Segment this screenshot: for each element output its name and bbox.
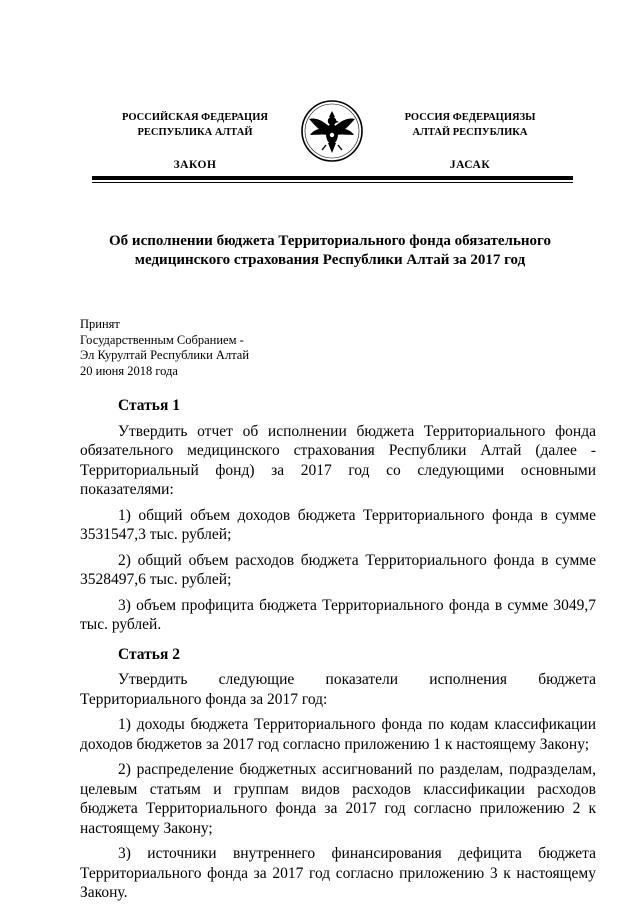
adoption-date: 20 июня 2018 года bbox=[80, 363, 178, 378]
header-right bbox=[370, 110, 570, 173]
article-1-item-3: 3) объем профицита бюджета Территориального фонда в сумме 3049,7 тыс. рублей. bbox=[80, 596, 596, 633]
article-1-item-1: 1) общий объем доходов бюджета Территориального фонда в сумме 3531547,3 тыс. рублей; bbox=[80, 506, 596, 543]
article-2-item-2: 2) распределение бюджетных ассигнований по разделам, подразделам, целевым статьям и группам видов расходов классификации расходов бюджета Территориального фонда за 2017 год согласно приложению 2 к настоящему Закону; bbox=[80, 761, 596, 837]
adoption-line: Принят bbox=[80, 317, 120, 331]
adoption-line: Эл Курултай Республики Алтай bbox=[80, 348, 250, 362]
article-1-item-2: 2) общий объем расходов бюджета Территориального фонда в сумме 3528497,6 тыс. рублей; bbox=[80, 551, 596, 588]
article-2-intro: Утвердить следующие показатели исполнения бюджета Территориального фонда за 2017 год: bbox=[80, 671, 596, 708]
article-1-intro: Утвердить отчет об исполнении бюджета Территориального фонда обязательного медицинского страхования Республики Алтай (далее - Территориальный фонд) за 2017 год со следующими основными показателями: bbox=[80, 422, 596, 498]
law-body bbox=[80, 396, 596, 909]
law-title-line2: медицинского страхования Республики Алтай за 2017 год bbox=[134, 252, 526, 268]
adoption-line: Государственным Собранием - bbox=[80, 332, 244, 347]
header-divider-thin bbox=[92, 182, 573, 183]
adoption-block bbox=[80, 317, 249, 379]
header-left-law-word: ЗАКОН bbox=[173, 159, 217, 171]
header-left-country: РОССИЙСКАЯ ФЕДЕРАЦИЯ bbox=[122, 112, 268, 123]
header-divider-thick bbox=[92, 176, 573, 180]
article-1-heading: Статья 1 bbox=[118, 397, 180, 414]
article-2-heading: Статья 2 bbox=[118, 645, 180, 663]
header-right-republic: АЛТАЙ РЕСПУБЛИКА bbox=[412, 127, 528, 138]
header-right-law-word: JАСАК bbox=[449, 159, 491, 171]
header-left-republic: РЕСПУБЛИКА АЛТАЙ bbox=[137, 127, 253, 138]
coat-of-arms-icon bbox=[300, 99, 364, 163]
article-2-item-1: 1) доходы бюджета Территориального фонда по кодам классификации доходов бюджетов за 2017 год согласно приложению 1 к настоящему Закону; bbox=[80, 716, 596, 753]
article-2-item-3: 3) источники внутреннего финансирования дефицита бюджета Территориального фонда за 2017 год согласно приложению 3 к настоящему Закону. bbox=[80, 845, 596, 901]
law-title bbox=[80, 232, 580, 270]
header-right-country: РОССИЯ ФЕДЕРАЦИЯЗЫ bbox=[404, 112, 536, 123]
header-left bbox=[100, 110, 290, 173]
law-title-line1: Об исполнении бюджета Территориального фонда обязательного bbox=[109, 233, 551, 249]
